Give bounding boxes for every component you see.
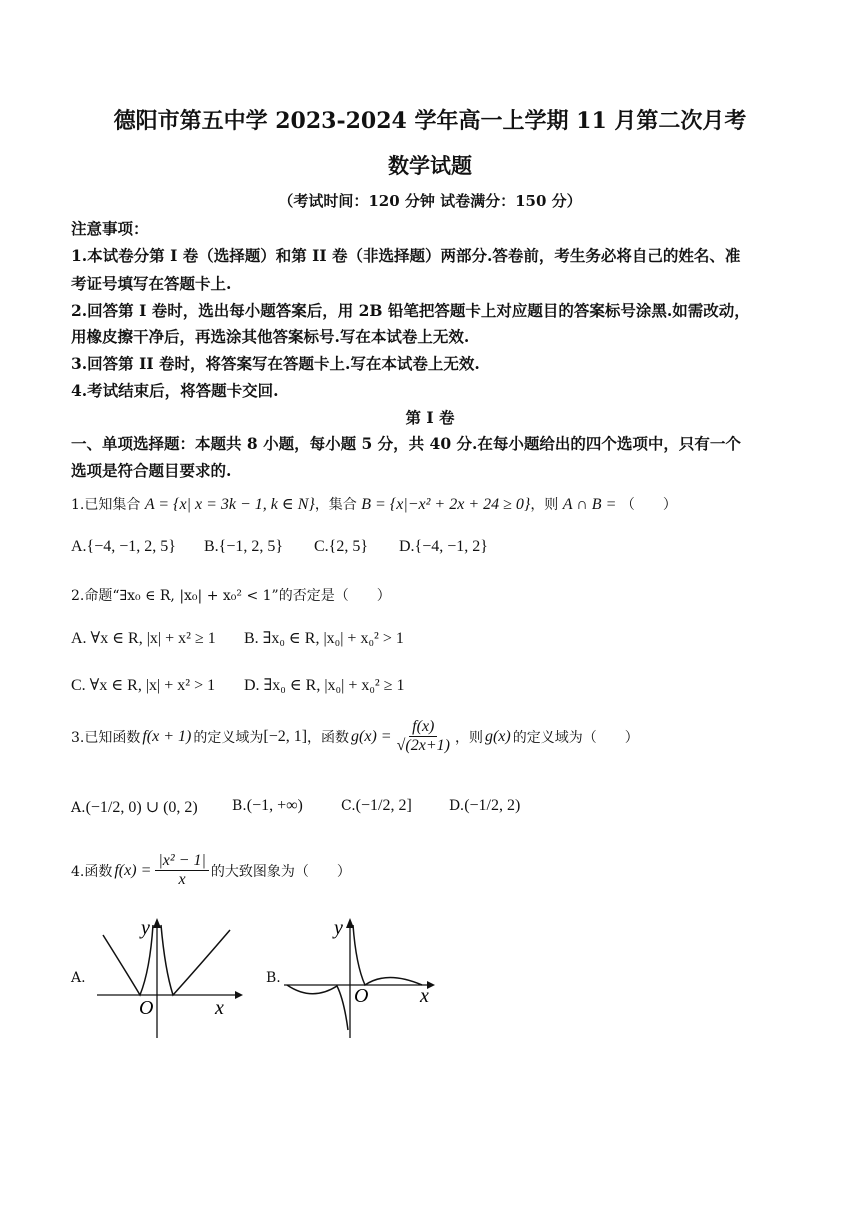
svg-text:O: O xyxy=(354,985,369,1007)
q2-option-b: B. ∃x₀ ∈ R, |x₀| + x₀² > 1 xyxy=(244,630,404,647)
question-3-stem: 3.已知函数 f(x + 1) 的定义域为 [−2, 1] ，函数 g(x) = $\frac{f(x)}{√(2x+1)}$ ，则 g(x) 的定义域为（ ） xyxy=(71,718,639,754)
note-1a: 1.本试卷分第 I 卷（选择题）和第 II 卷（非选择题）两部分.答卷前，考生务必将自己的姓名、准 xyxy=(71,246,741,265)
question-4-stem: 4.函数 f(x) = $\frac{\text{|x² − 1|}}{x}$ 的大致图象为（ ） xyxy=(71,852,351,888)
exam-info: （考试时间：120 分钟 试卷满分：150 分） xyxy=(278,192,582,210)
q1-option-d: D.{−4, −1, 2} xyxy=(399,538,488,555)
set-a: A = {x| x = 3k − 1, k ∈ N} xyxy=(144,496,315,513)
note-2b: 用橡皮擦干净后，再选涂其他答案标号.写在本试卷上无效. xyxy=(71,327,470,346)
q2-option-a: A. ∀x ∈ R, |x| + x² ≥ 1 xyxy=(71,630,216,647)
notes-heading: 注意事项： xyxy=(71,219,149,238)
note-3: 3.回答第 II 卷时，将答案写在答题卡上.写在本试卷上无效. xyxy=(71,354,480,373)
q3-option-d: D.(−1/2, 2) xyxy=(449,797,521,814)
set-b: B = {x|−x² + 2x + 24 ≥ 0} xyxy=(361,496,531,513)
q4-option-b-label: B. xyxy=(266,970,281,986)
q3-option-a: A.(−1/2, 0) ∪ (0, 2) xyxy=(71,799,198,816)
q1-option-c: C.{2, 5} xyxy=(314,538,369,555)
note-1b: 考证号填写在答题卡上. xyxy=(71,274,232,293)
svg-text:y: y xyxy=(141,917,150,939)
q2-option-c: C. ∀x ∈ R, |x| + x² > 1 xyxy=(71,677,216,694)
svg-text:x: x xyxy=(420,985,429,1007)
part1-heading-a: 一、单项选择题：本题共 8 小题，每小题 5 分，共 40 分.在每小题给出的四个选项中，只有一个 xyxy=(71,434,741,453)
q1-option-a: A.{−4, −1, 2, 5} xyxy=(71,538,176,555)
part1-heading-b: 选项是符合题目要求的. xyxy=(71,461,232,480)
q4-option-a-label: A. xyxy=(71,970,86,986)
svg-text:y: y xyxy=(334,917,343,939)
q4-graph-a xyxy=(95,910,245,1040)
q4-fraction: $\frac{\text{|x² − 1|}}{x}$ xyxy=(155,852,209,889)
note-4: 4.考试结束后，将答题卡交回. xyxy=(71,381,279,400)
q3-fraction: $\frac{f(x)}{√(2x+1)}$ xyxy=(396,718,450,754)
note-2a: 2.回答第 I 卷时，选出每小题答案后，用 2B 铅笔把答题卡上对应题目的答案标号涂黑.如需改动， xyxy=(71,301,750,320)
svg-text:O: O xyxy=(139,997,154,1019)
svg-text:x: x xyxy=(215,997,224,1019)
q3-option-b: B.(−1, +∞) xyxy=(232,797,303,814)
page-title: 德阳市第五中学 2023-2024 学年高一上学期 11 月第二次月考 xyxy=(113,108,747,134)
volume-heading: 第 I 卷 xyxy=(405,408,455,427)
q1-option-b: B.{−1, 2, 5} xyxy=(204,538,284,555)
q3-option-c: C.(−1/2, 2] xyxy=(341,797,412,814)
question-2-stem: 2.命题“∃x₀ ∈ R, |x₀| + x₀² < 1”的否定是（ ） xyxy=(71,588,391,604)
question-1-stem: 1.已知集合 A = {x| x = 3k − 1, k ∈ N}，集合 B = {x|−x² + 2x + 24 ≥ 0}，则 A ∩ B = （ ） xyxy=(71,496,677,513)
q4-graph-b xyxy=(282,910,437,1040)
q2-option-d: D. ∃x₀ ∈ R, |x₀| + x₀² ≥ 1 xyxy=(244,677,405,694)
page-subtitle: 数学试题 xyxy=(388,153,472,178)
